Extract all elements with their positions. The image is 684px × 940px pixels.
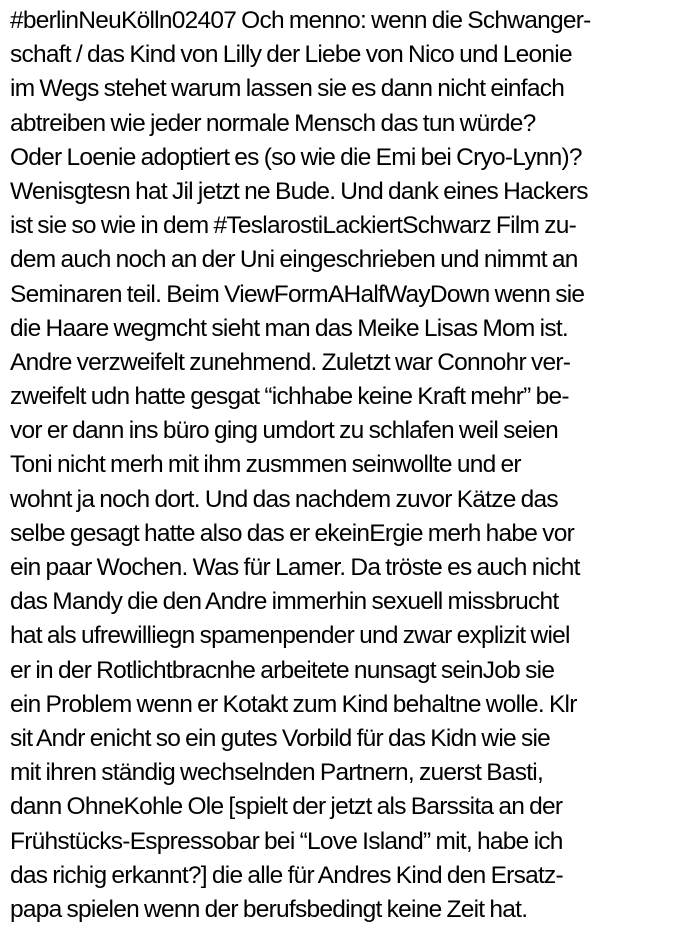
text-line: Andre verzweifelt zunehmend. Zuletzt war Connohr ver- [10,348,571,376]
text-line: #berlinNeuKölln02407 Och menno: wenn die Schwanger- [10,7,591,34]
text-line: schaft / das Kind von Lilly der Liebe von Nico und Leonie [10,41,572,69]
text-line: ist sie so wie in dem #TeslarostiLackiertSchwarz Film zu- [10,212,577,240]
text-line: mit ihren ständig wechselnden Partnern, zuerst Basti, [10,759,544,787]
text-line: wohnt ja noch dort. Und das nachdem zuvor Kätze das [10,485,558,513]
text-line: dem auch noch an der Uni eingeschrieben und nimmt an [10,246,578,274]
text-line: ein Problem wenn er Kotakt zum Kind behaltne wolle. Klr [10,690,577,718]
text-line: selbe gesagt hatte also das er ekeinErgie merh habe vor [10,519,574,547]
text-line: die Haare wegmcht sieht man das Meike Lisas Mom ist. [10,314,568,342]
text-line: er in der Rotlichtbracnhe arbeitete nunsagt seinJob sie [10,656,555,684]
text-line: hat als ufrewilliegn spamenpender und zwar explizit wiel [10,622,570,650]
text-line: im Wegs stehet warum lassen sie es dann nicht einfach [10,75,565,103]
text-line: Wenisgtesn hat Jil jetzt ne Bude. Und dank eines Hackers [10,177,588,205]
text-line: sit Andr enicht so ein gutes Vorbild für das Kidn wie sie [10,724,551,752]
text-line: abtreiben wie jeder normale Mensch das tun würde? [10,109,536,137]
text-line: Toni nicht merh mit ihm zusmmen seinwollte und er [10,451,521,479]
text-line: vor er dann ins büro ging umdort zu schlafen weil seien [10,417,558,445]
text-line: Oder Loenie adoptiert es (so wie die Emi bei Cryo-Lynn)? [10,143,582,171]
text-line: dann OhneKohle Ole [spielt der jetzt als Barssita an der [10,793,563,821]
text-line: Frühstücks-Espressobar bei “Love Island” mit, habe ich [10,827,563,855]
text-line: papa spielen wenn der berufsbedingt keine Zeit hat. [10,895,528,923]
text-line: zweifelt udn hatte gesgat “ichhabe keine Kraft mehr” be- [10,383,569,411]
text-paragraph [10,4,682,927]
text-line: Seminaren teil. Beim ViewFormAHalfWayDown wenn sie [10,280,585,308]
text-line: das Mandy die den Andre immerhin sexuell missbrucht [10,588,559,616]
text-line: ein paar Wochen. Was für Lamer. Da tröste es auch nicht [10,554,580,581]
text-line: das richig erkannt?] die alle für Andres Kind den Ersatz- [10,861,563,889]
